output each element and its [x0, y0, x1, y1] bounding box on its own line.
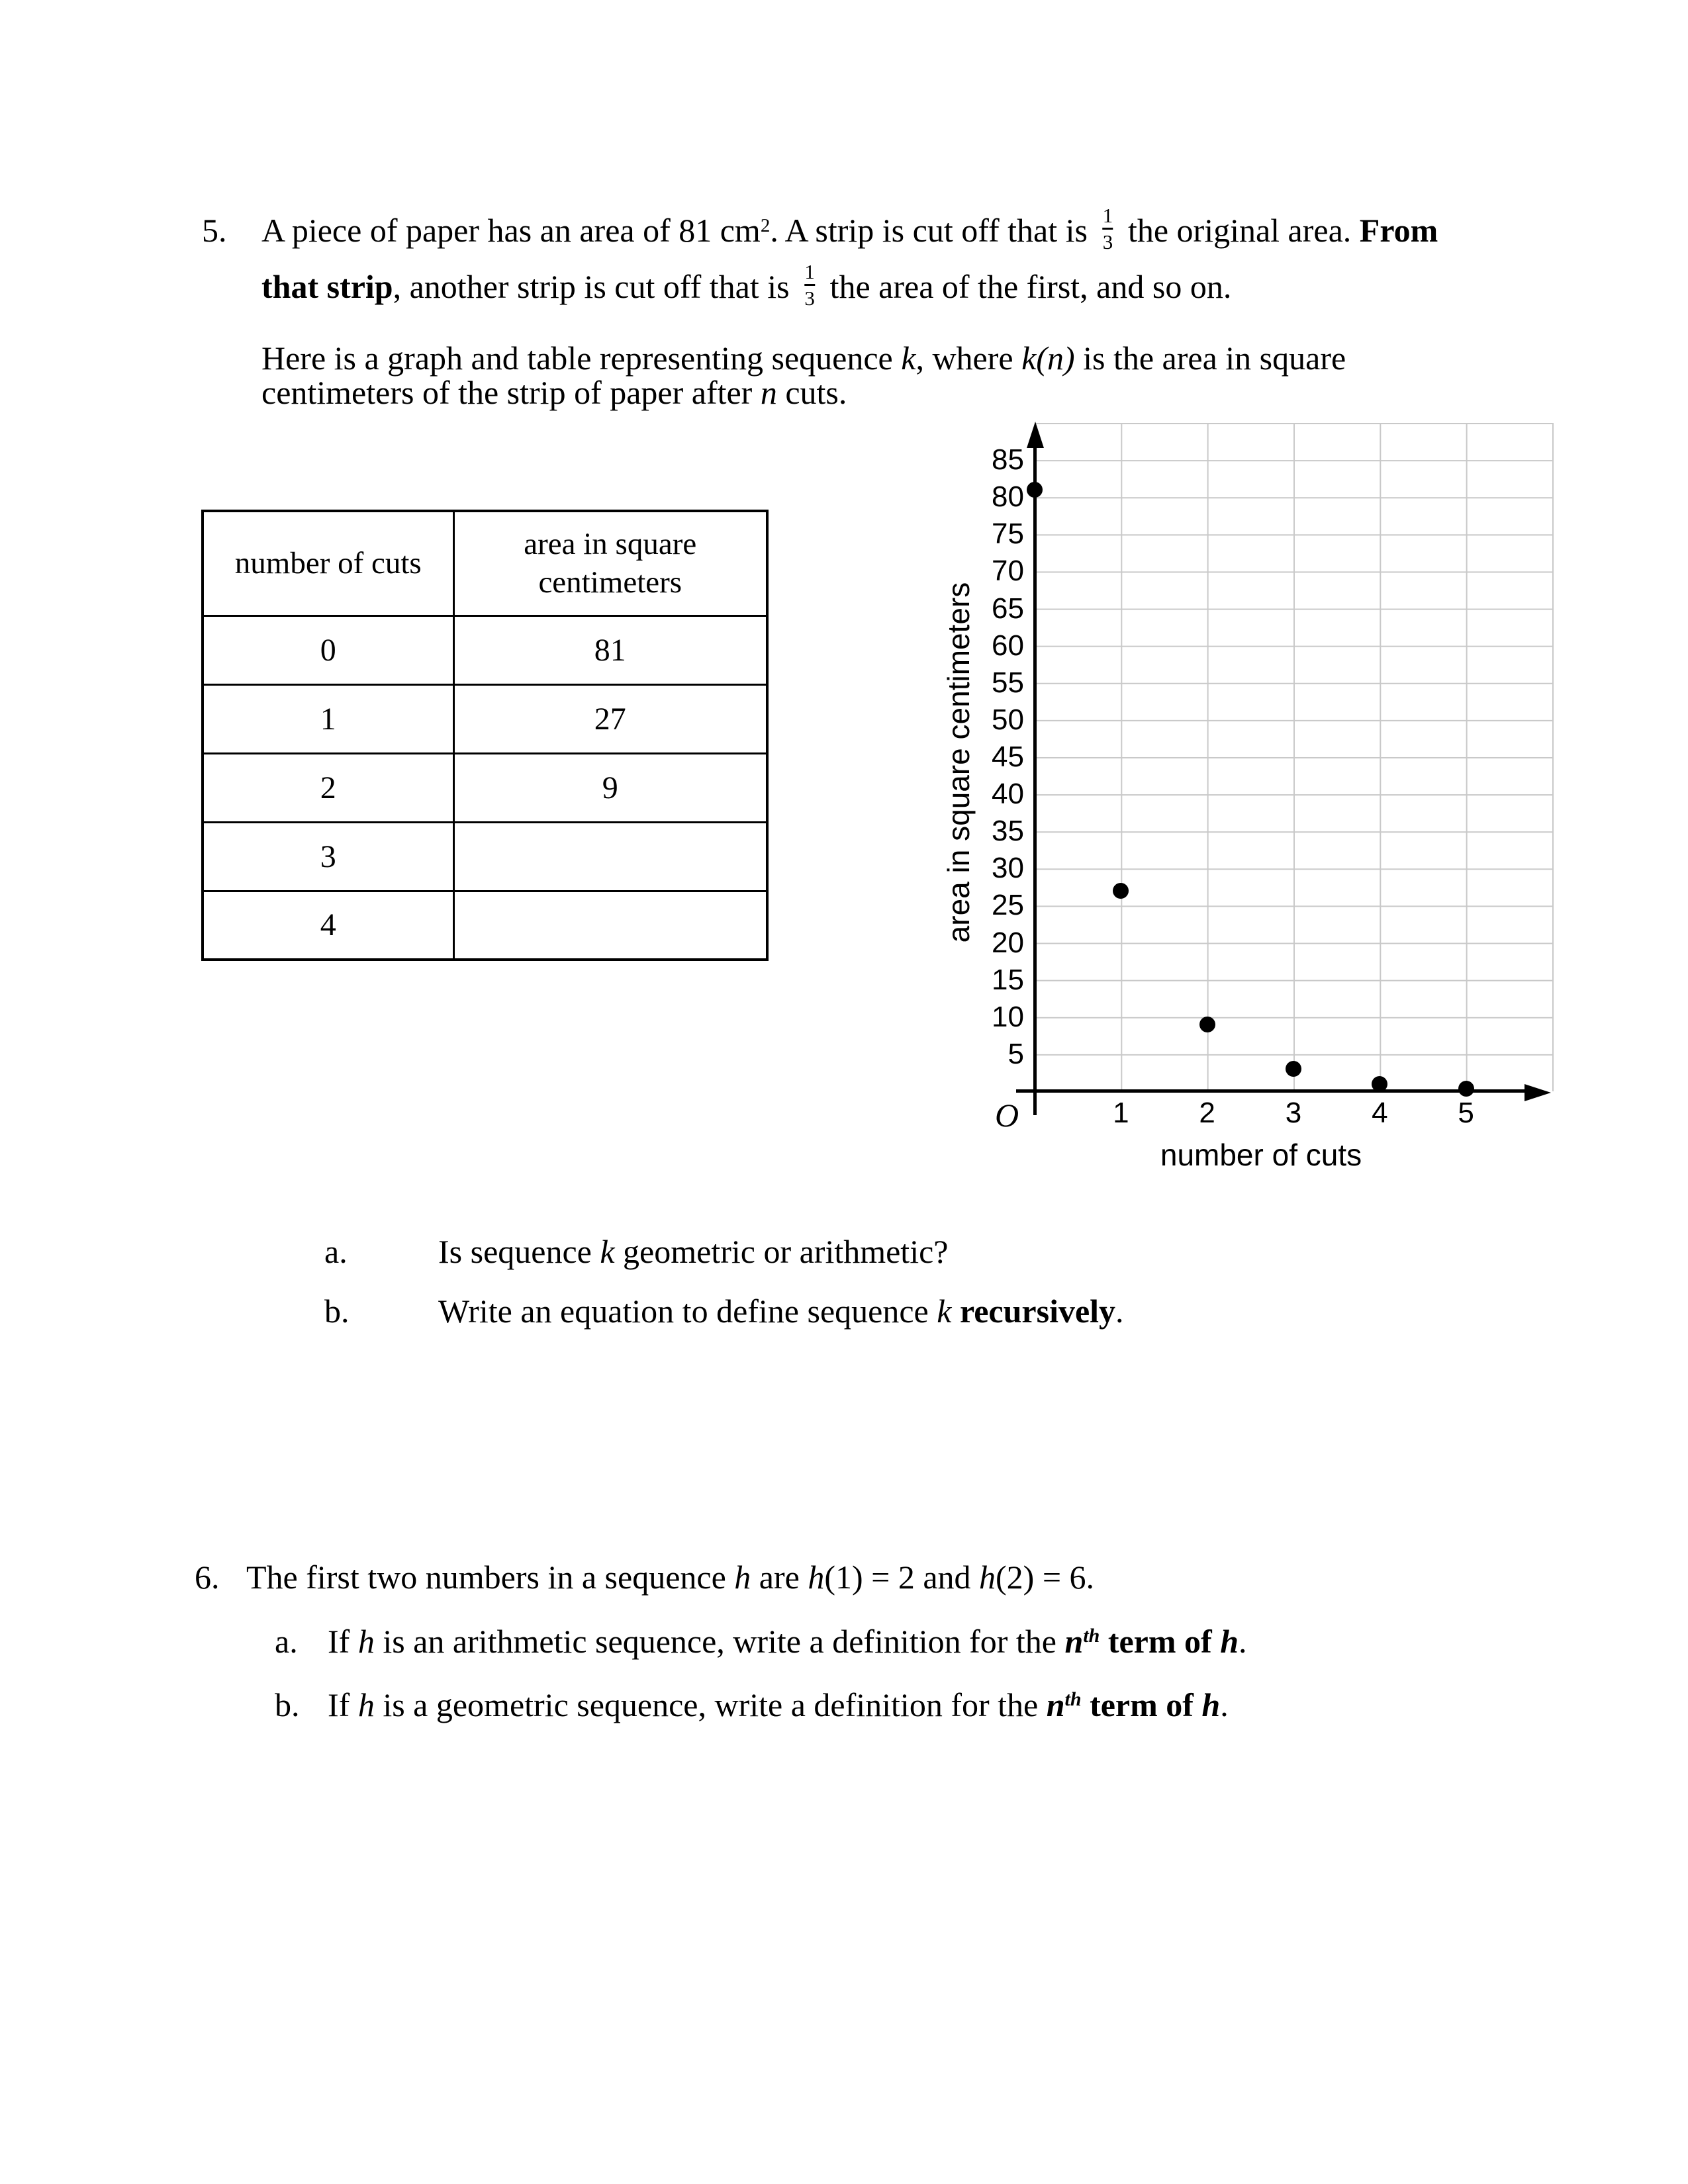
- y-tick-label: 20: [992, 926, 1024, 959]
- math-var-h: h: [1201, 1686, 1221, 1723]
- x-axis-arrow-icon: [1524, 1084, 1551, 1101]
- math-var-h: h: [808, 1559, 825, 1596]
- math-var-n: n: [1064, 1623, 1084, 1660]
- y-axis-arrow-icon: [1027, 422, 1044, 448]
- fraction-one-third: [1096, 204, 1119, 253]
- nth-term-bold: [1047, 1686, 1221, 1723]
- problem5-line3-text: is the area in square: [1074, 340, 1346, 377]
- table-cell: 27: [453, 684, 767, 753]
- x-tick-label: 2: [1199, 1097, 1215, 1129]
- fraction-denominator: 3: [1102, 230, 1113, 253]
- question-text: If: [328, 1623, 358, 1660]
- data-point: [1199, 1017, 1215, 1032]
- table-row: [203, 891, 767, 960]
- question-bold-text: term of: [1100, 1623, 1221, 1660]
- x-tick-label: 5: [1458, 1097, 1474, 1129]
- table-cell: 1: [203, 684, 453, 753]
- question-label: a.: [324, 1233, 348, 1270]
- x-axis-title: number of cuts: [1160, 1138, 1362, 1172]
- y-axis-line: [1033, 440, 1037, 1115]
- math-var-kn: k(n): [1021, 340, 1075, 377]
- problem5-line1: [261, 204, 1438, 253]
- question-text: geometric or arithmetic?: [614, 1233, 949, 1270]
- origin-label: O: [995, 1097, 1019, 1134]
- problem5-line2: [261, 260, 1232, 310]
- y-tick-label: 40: [992, 778, 1024, 811]
- y-tick-label: 15: [992, 963, 1024, 996]
- problem6-intro-text: (2) = 6.: [996, 1559, 1095, 1596]
- y-tick-label: 10: [992, 1000, 1024, 1033]
- superscript-th: th: [1083, 1625, 1100, 1647]
- superscript-th: th: [1064, 1688, 1082, 1710]
- table-row: [203, 684, 767, 753]
- y-tick-label: 25: [992, 889, 1024, 922]
- table-row: [203, 615, 767, 684]
- math-var-k: k: [937, 1293, 952, 1330]
- question-text: .: [1220, 1686, 1229, 1723]
- problem5-line2-bold: that strip: [261, 268, 393, 305]
- fraction-denominator: 3: [804, 287, 815, 310]
- table-cell: 81: [453, 615, 767, 684]
- fraction-bar: [1103, 228, 1113, 230]
- problem6-number: 6.: [195, 1559, 220, 1596]
- problem5-line4-text: cuts.: [776, 374, 847, 411]
- question-text: .: [1115, 1293, 1124, 1330]
- problem5-line1-bold: From: [1359, 212, 1438, 249]
- question-text: is an arithmetic sequence, write a definition for the: [374, 1623, 1065, 1660]
- problem5-line1-text: . A strip is cut off that is: [770, 212, 1096, 249]
- question-label: b.: [275, 1686, 300, 1723]
- x-axis-line: [1016, 1089, 1526, 1093]
- table-row: [203, 753, 767, 822]
- problem5-line4-text: centimeters of the strip of paper after: [261, 374, 761, 411]
- y-tick-label: 5: [1008, 1037, 1024, 1070]
- problem6-intro-text: (1) = 2 and: [824, 1559, 980, 1596]
- question-bold: recursively: [959, 1293, 1116, 1330]
- question-text: Is sequence: [438, 1233, 600, 1270]
- question-text: .: [1239, 1623, 1247, 1660]
- fraction-one-third: [798, 260, 821, 310]
- y-tick-label: 30: [992, 852, 1024, 885]
- data-point: [1372, 1076, 1387, 1092]
- y-tick-label: 85: [992, 443, 1024, 477]
- problem6-intro: [246, 1561, 1094, 1594]
- y-tick-label: 55: [992, 666, 1024, 699]
- problem5-line3: [261, 341, 1346, 375]
- data-point: [1027, 482, 1043, 498]
- y-tick-label: 65: [992, 592, 1024, 625]
- problem5-line4: [261, 376, 847, 409]
- table-cell: [453, 822, 767, 891]
- problem5-line1-text: the original area.: [1119, 212, 1360, 249]
- data-point: [1458, 1081, 1474, 1097]
- y-axis-title: area in square centimeters: [941, 582, 976, 943]
- question-text: is a geometric sequence, write a definition for the: [374, 1686, 1047, 1723]
- y-tick-label: 35: [992, 815, 1024, 848]
- problem5-line3-text: Here is a graph and table representing sequence: [261, 340, 902, 377]
- question-label: b.: [324, 1293, 350, 1330]
- x-tick-label: 3: [1285, 1097, 1302, 1129]
- y-tick-label: 75: [992, 518, 1024, 551]
- question-text: If: [328, 1686, 358, 1723]
- problem6-question-b: [275, 1688, 1229, 1727]
- x-tick-label: 1: [1113, 1097, 1129, 1129]
- table-cell: [453, 891, 767, 960]
- math-var-n: n: [1046, 1686, 1065, 1723]
- problem5-line1-text: A piece of paper has an area of 81 cm: [261, 212, 761, 249]
- data-point: [1113, 883, 1129, 899]
- math-var-k: k: [600, 1233, 615, 1270]
- y-tick-label: 80: [992, 480, 1024, 514]
- problem6-intro-text: The first two numbers in a sequence: [246, 1559, 735, 1596]
- sequence-table: [201, 510, 769, 961]
- math-var-k: k: [901, 340, 916, 377]
- question-bold-text: term of: [1081, 1686, 1202, 1723]
- problem5-question-b: [324, 1295, 1124, 1328]
- math-var-h: h: [357, 1623, 375, 1660]
- table-row: [203, 822, 767, 891]
- y-tick-label: 70: [992, 555, 1024, 588]
- question-text: [951, 1293, 960, 1330]
- math-var-n: n: [760, 374, 777, 411]
- problem5-line3-text: , where: [915, 340, 1022, 377]
- math-var-h: h: [734, 1559, 751, 1596]
- fraction-bar: [804, 284, 815, 286]
- y-tick-label: 50: [992, 703, 1024, 736]
- data-point: [1286, 1061, 1301, 1077]
- problem6-question-a: [275, 1625, 1247, 1663]
- question-label: a.: [275, 1623, 298, 1660]
- table-cell: 3: [203, 822, 453, 891]
- table-cell: 4: [203, 891, 453, 960]
- math-var-h: h: [1220, 1623, 1239, 1660]
- x-tick-label: 4: [1372, 1097, 1388, 1129]
- fraction-numerator: 1: [804, 260, 815, 283]
- nth-term-bold: [1065, 1623, 1239, 1660]
- table-cell: 0: [203, 615, 453, 684]
- y-tick-label: 60: [992, 629, 1024, 662]
- plot-area: [992, 423, 1554, 1129]
- table-cell: 2: [203, 753, 453, 822]
- problem5-line2-text: the area of the first, and so on.: [821, 268, 1232, 305]
- table-header-number-of-cuts: number of cuts: [203, 511, 453, 615]
- superscript-2: 2: [760, 215, 771, 236]
- math-var-h: h: [357, 1686, 375, 1723]
- table-header-area: area in square centimeters: [453, 511, 767, 615]
- problem5-number: 5.: [202, 212, 227, 249]
- math-var-h: h: [979, 1559, 996, 1596]
- table-cell: 9: [453, 753, 767, 822]
- question-text: Write an equation to define sequence: [438, 1293, 937, 1330]
- fraction-numerator: 1: [1102, 204, 1113, 227]
- y-tick-label: 45: [992, 741, 1024, 773]
- table-header-row: [203, 511, 767, 615]
- problem5-line2-text: , another strip is cut off that is: [393, 268, 798, 305]
- problem5-question-a: [324, 1235, 948, 1268]
- problem6-intro-text: are: [751, 1559, 808, 1596]
